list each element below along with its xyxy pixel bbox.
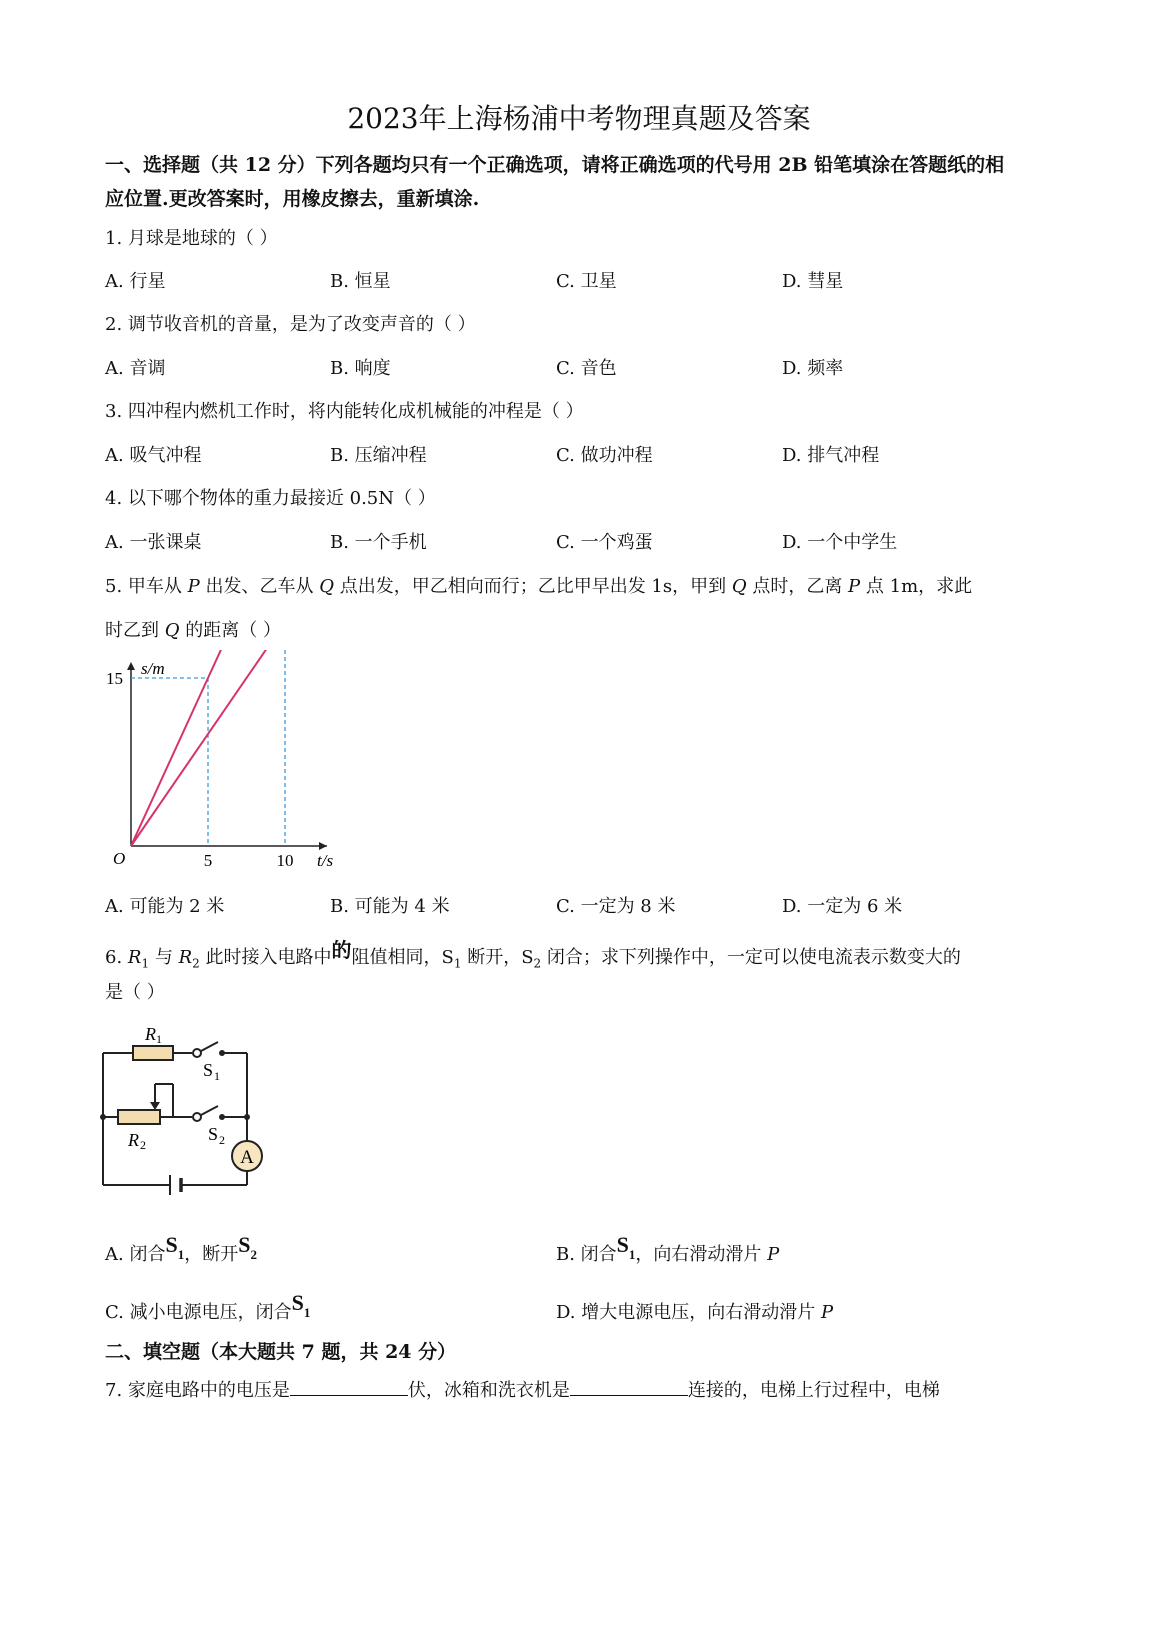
question-6-option-a: A. 闭合$S_1$，断开$S_2$ [105, 1232, 257, 1265]
question-6-stem: 6. $R_1$ 与 $R_2$ 此时接入电路中的阻值相同，$S_1$ 断开，$S_2$ 闭合；求下列操作中，一定可以使电流表示数变大的 [105, 938, 961, 971]
question-6-option-b: B. 闭合$S_1$，向右滑动滑片 P [556, 1232, 780, 1265]
question-2-option-a: A. 音调 [105, 358, 166, 379]
answer-blank-2[interactable] [570, 1377, 688, 1396]
svg-text:1: 1 [156, 1032, 162, 1046]
x-axis-label: t/s [317, 851, 334, 870]
circuit-diagram [95, 1018, 275, 1203]
question-7-stem: 7. 家庭电路中的电压是 伏，冰箱和洗衣机是 连接的，电梯上行过程中，电梯 [105, 1376, 940, 1402]
question-3-option-b: B. 压缩冲程 [330, 445, 427, 466]
r2-label: R [128, 1130, 139, 1150]
ammeter-label: A [240, 1147, 254, 1168]
question-2-option-c: C. 音色 [556, 358, 617, 379]
question-5-option-d: D. 一定为 6 米 [782, 896, 903, 917]
answer-blank-1[interactable] [290, 1377, 408, 1396]
question-4-option-d: D. 一个中学生 [782, 532, 898, 553]
question-4-option-c: C. 一个鸡蛋 [556, 532, 653, 553]
svg-text:1: 1 [214, 1069, 220, 1083]
question-1-option-b: B. 恒星 [330, 271, 391, 292]
rheostat-r2 [118, 1110, 160, 1124]
question-3-option-a: A. 吸气冲程 [105, 445, 202, 466]
slider-arrow-icon [150, 1102, 160, 1110]
question-5-option-a: A. 可能为 2 米 [105, 896, 225, 917]
question-1-stem: 1. 月球是地球的（ ） [105, 228, 278, 249]
question-3-option-d: D. 排气冲程 [782, 445, 880, 466]
question-3-stem: 3. 四冲程内燃机工作时，将内能转化成机械能的冲程是（ ） [105, 401, 584, 422]
question-5-stem-cont: 时乙到 Q 的距离（ ） [105, 620, 281, 641]
st-chart [95, 650, 355, 880]
question-2-stem: 2. 调节收音机的音量，是为了改变声音的（ ） [105, 314, 476, 335]
question-3-option-c: C. 做功冲程 [556, 445, 653, 466]
section2-header: 二、填空题（本大题共 7 题，共 24 分） [105, 1341, 457, 1363]
x-axis-arrow-icon [319, 842, 327, 850]
page-title: 2023年上海杨浦中考物理真题及答案 [347, 102, 811, 135]
r1-label: R [145, 1024, 156, 1044]
svg-text:2: 2 [219, 1133, 225, 1147]
question-4-option-b: B. 一个手机 [330, 532, 427, 553]
x-tick-label-10: 10 [276, 851, 294, 870]
origin-label: O [113, 849, 126, 868]
question-1-option-a: A. 行星 [105, 271, 166, 292]
resistor-r1 [133, 1046, 173, 1060]
question-2-option-b: B. 响度 [330, 358, 391, 379]
question-6-option-d: D. 增大电源电压，向右滑动滑片 P [556, 1302, 834, 1323]
section1-header-cont: 应位置.更改答案时，用橡皮擦去，重新填涂. [105, 188, 480, 210]
question-6-stem-cont: 是（ ） [105, 982, 165, 1003]
question-1-option-d: D. 彗星 [782, 271, 844, 292]
section1-header: 一、选择题（共 12 分）下列各题均只有一个正确选项，请将正确选项的代号用 2B 铅笔填涂在答题纸的相 [105, 154, 1005, 176]
question-1-option-c: C. 卫星 [556, 271, 617, 292]
question-5-option-b: B. 可能为 4 米 [330, 896, 450, 917]
question-4-option-a: A. 一张课桌 [105, 532, 202, 553]
question-6-option-c: C. 减小电源电压，闭合$S_1$ [105, 1290, 311, 1323]
question-4-stem: 4. 以下哪个物体的重力最接近 0.5N（ ） [105, 488, 436, 509]
svg-text:2: 2 [140, 1138, 146, 1152]
y-axis-label: s/m [141, 659, 165, 678]
s2-label: S [208, 1124, 219, 1144]
question-2-option-d: D. 频率 [782, 358, 844, 379]
question-5-stem: 5. 甲车从 P 出发、乙车从 Q 点出发，甲乙相向而行；乙比甲早出发 1s，甲到 Q 点时，乙离 P 点 1m，求此 [105, 576, 973, 597]
series-line-1 [131, 650, 234, 846]
x-tick-label-5: 5 [203, 851, 213, 870]
s1-label: S [203, 1060, 214, 1080]
y-axis-arrow-icon [127, 662, 135, 670]
y-tick-label-15: 15 [106, 669, 123, 688]
question-5-option-c: C. 一定为 8 米 [556, 896, 676, 917]
